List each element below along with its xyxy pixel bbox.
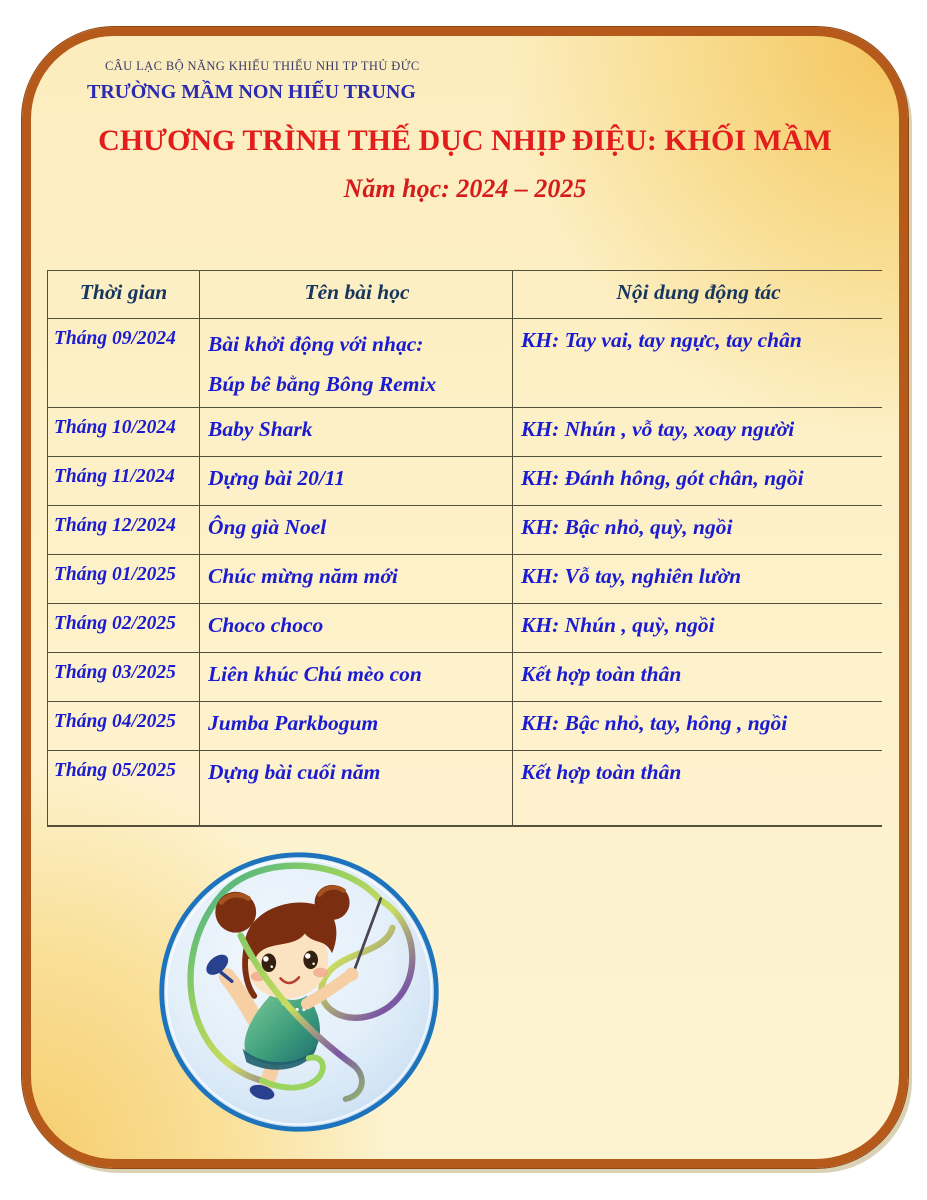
table-header-row	[48, 271, 882, 319]
cell-time: Tháng 11/2024	[48, 457, 200, 505]
cell-content: KH: Tay vai, tay ngực, tay chân	[521, 328, 802, 352]
column-header-content: Nội dung động tác	[616, 280, 781, 304]
schedule-table	[47, 270, 882, 827]
cell-time: Tháng 04/2025	[48, 702, 200, 750]
cell-lesson	[200, 319, 513, 407]
column-header-time: Thời gian	[48, 271, 200, 318]
gymnast-girl-illustration	[153, 846, 445, 1138]
page-frame	[22, 27, 908, 1168]
table-row	[48, 653, 882, 702]
cell-lesson: Baby Shark	[200, 408, 513, 456]
club-name: CÂU LẠC BỘ NĂNG KHIẾU THIẾU NHI TP THỦ ĐỨC	[105, 59, 420, 73]
cell-time: Tháng 01/2025	[48, 555, 200, 603]
cell-content: Kết hợp toàn thân	[521, 662, 682, 686]
cell-content: KH: Vỗ tay, nghiên lườn	[521, 564, 742, 588]
table-row	[48, 751, 882, 825]
page-title: CHƯƠNG TRÌNH THẾ DỤC NHỊP ĐIỆU: KHỐI MẦM	[98, 124, 832, 157]
cell-time: Tháng 02/2025	[48, 604, 200, 652]
column-header-lesson: Tên bài học	[200, 271, 513, 318]
table-row	[48, 604, 882, 653]
eye	[303, 951, 318, 969]
cell-content: KH: Nhún , vỗ tay, xoay người	[521, 417, 795, 441]
cell-time: Tháng 03/2025	[48, 653, 200, 701]
cell-lesson: Chúc mừng năm mới	[200, 555, 513, 603]
table-row	[48, 506, 882, 555]
cell-lesson: Liên khúc Chú mèo con	[200, 653, 513, 701]
cell-content: KH: Bậc nhỏ, tay, hông , ngồi	[521, 711, 788, 735]
cell-lesson: Dựng bài 20/11	[200, 457, 513, 505]
eye	[262, 954, 277, 972]
table-row	[48, 555, 882, 604]
cell-lesson: Jumba Parkbogum	[200, 702, 513, 750]
cell-lesson: Dựng bài cuối năm	[200, 751, 513, 825]
table-row	[48, 702, 882, 751]
table-row	[48, 408, 882, 457]
table-row	[48, 319, 882, 408]
lesson-line-2: Búp bê bằng Bông Remix	[208, 372, 437, 396]
cell-time: Tháng 10/2024	[48, 408, 200, 456]
cell-content: KH: Đánh hông, gót chân, ngồi	[521, 466, 804, 490]
cell-lesson: Choco choco	[200, 604, 513, 652]
school-name: TRƯỜNG MẦM NON HIẾU TRUNG	[87, 81, 416, 103]
cell-time: Tháng 12/2024	[48, 506, 200, 554]
cell-time: Tháng 09/2024	[48, 319, 200, 407]
cell-lesson: Ông già Noel	[200, 506, 513, 554]
cell-content: KH: Bậc nhỏ, quỳ, ngồi	[521, 515, 733, 539]
lesson-line-1: Bài khởi động với nhạc:	[208, 332, 424, 356]
table-row	[48, 457, 882, 506]
school-year: Năm học: 2024 – 2025	[343, 174, 587, 203]
cell-time: Tháng 05/2025	[48, 751, 200, 825]
cell-content: Kết hợp toàn thân	[521, 760, 682, 784]
cell-content: KH: Nhún , quỳ, ngồi	[521, 613, 715, 637]
